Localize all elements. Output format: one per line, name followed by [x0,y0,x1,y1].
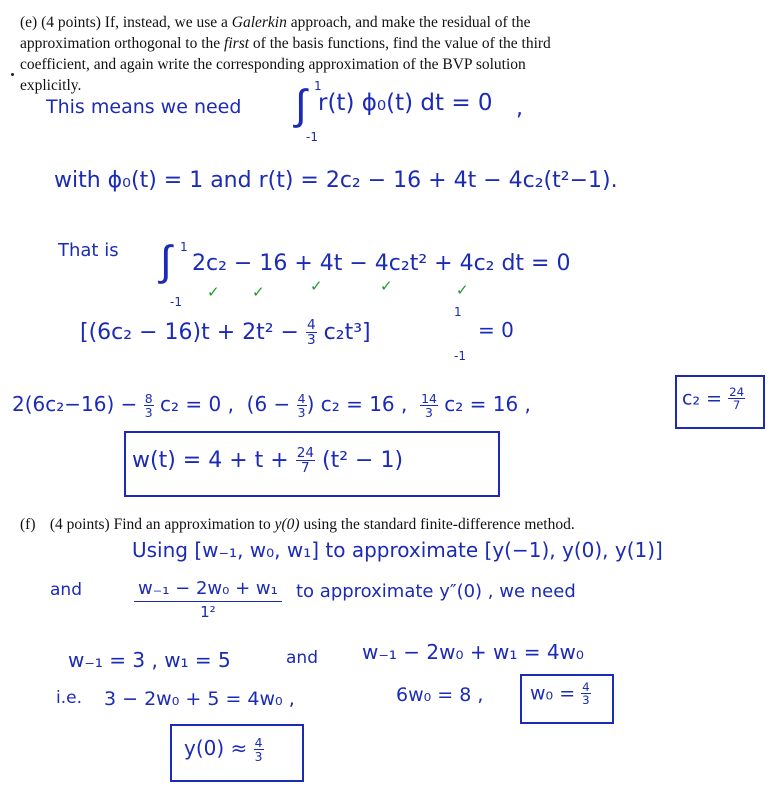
w0-answer [530,681,591,707]
f-line2-num: w₋₁ − 2w₀ + w₁ [134,580,282,602]
part-e-first: first [224,35,250,52]
part-f-label: (f) [20,516,36,533]
e-line4 [80,318,371,348]
e-line5-fraction-1: $\frac{8}{3}$ [144,391,153,421]
e-line2: with ϕ₀(t) = 1 and r(t) = 2c₂ − 16 + 4t − 4c₂(t²−1). [54,168,618,193]
part-f-body [46,514,591,535]
part-e-text-3: of the basis functions, find the value of the third coefficient, and again write the corresponding approximation of the BVP solution explicitly. [20,35,551,94]
e-line5-c: (6 − [246,392,291,417]
f-line3-and: and [286,648,318,668]
f-line2-den: 1² [200,603,216,621]
e-line4-eq: = 0 [478,318,514,342]
e-line4-a: [(6c₂ − 16)t + 2t² − [80,319,299,345]
e-line5 [12,392,531,419]
f-line4-b: 6w₀ = 8 , [396,684,484,706]
y0-answer [184,736,264,763]
part-e-label: (e) [20,14,38,31]
f-line3-b: w₋₁ − 2w₀ + w₁ = 4w₀ [362,640,584,664]
f-line2-and: and [50,580,82,600]
part-e-galerkin: Galerkin [231,14,287,31]
f-line3-a: w₋₁ = 3 , w₁ = 5 [68,648,231,672]
f-line4-a: 3 − 2w₀ + 5 = 4w₀ , [104,688,295,710]
e-line1-integrand: r(t) ϕ₀(t) dt = 0 [318,90,493,116]
part-e-points: (4 points) [41,14,101,31]
f-line2-fraction [134,580,282,620]
f-line4-ie: i.e. [56,688,82,708]
w-answer-fraction: $\frac{24}{7}$ [296,445,315,477]
part-f-text-2: using the standard finite-difference method. [299,516,575,533]
e-line5-fraction-2: $\frac{4}{3}$ [297,391,306,421]
check-mark: ✓ [252,283,265,301]
w-answer-a: w(t) = 4 + t + [132,447,289,473]
e-line3-int-upper: 1 [180,240,188,254]
e-line3-integrand: 2c₂ − 16 + 4t − 4c₂t² + 4c₂ dt = 0 [192,251,571,276]
w0-answer-label: w₀ = [530,682,576,705]
e-line1-comma: , [516,96,523,121]
e-line5-a: 2(6c₂−16) − [12,392,138,417]
c2-answer-label: c₂ = [682,387,723,410]
e-line3-integral-sign: ∫ [160,236,172,285]
e-line1-int-lower: -1 [306,130,318,144]
e-line4-fraction: $\frac{4}{3}$ [307,317,316,349]
check-mark: ✓ [380,277,393,295]
w0-answer-fraction: $\frac{4}{3}$ [582,680,590,708]
e-line5-d: ) c₂ = 16 , [306,392,408,417]
e-line5-b: c₂ = 0 , [160,392,234,417]
e-line3-label: That is [58,240,119,261]
part-e-text-1: If, instead, we use a [104,14,232,31]
y0-answer-fraction: $\frac{4}{3}$ [254,735,263,765]
part-f-points: (4 points) [49,516,110,533]
w-answer-b: (t² − 1) [322,447,404,473]
e-line1-int-upper: 1 [314,79,322,93]
e-line1-integral-sign: ∫ [295,80,307,129]
part-f-text-1: Find an approximation to [113,516,275,533]
e-line5-fraction-3: $\frac{14}{3}$ [421,391,437,421]
y0-answer-label: y(0) ≈ [184,736,248,761]
check-mark: ✓ [456,281,469,299]
f-line2-rest: to approximate y″(0) , we need [296,581,576,602]
c2-answer-fraction: $\frac{24}{7}$ [729,385,745,413]
e-line1-text: This means we need [46,96,242,118]
e-line5-e: c₂ = 16 , [444,392,531,417]
e-line4-lower: -1 [454,349,466,363]
e-line4-b: c₂t³] [323,319,371,345]
check-mark: ✓ [310,277,323,295]
c2-answer [682,386,745,412]
part-e-text-2: approach, and make the residual of the approximation orthogonal to the [20,14,531,52]
e-line3-int-lower: -1 [170,295,182,309]
f-line1: Using [w₋₁, w₀, w₁] to approximate [y(−1), y(0), y(1)] [132,538,663,562]
stray-dot [11,73,14,76]
check-mark: ✓ [207,283,220,301]
e-line4-upper: 1 [454,305,462,319]
part-f-y0: y(0) [274,516,300,533]
w-answer [132,446,403,476]
